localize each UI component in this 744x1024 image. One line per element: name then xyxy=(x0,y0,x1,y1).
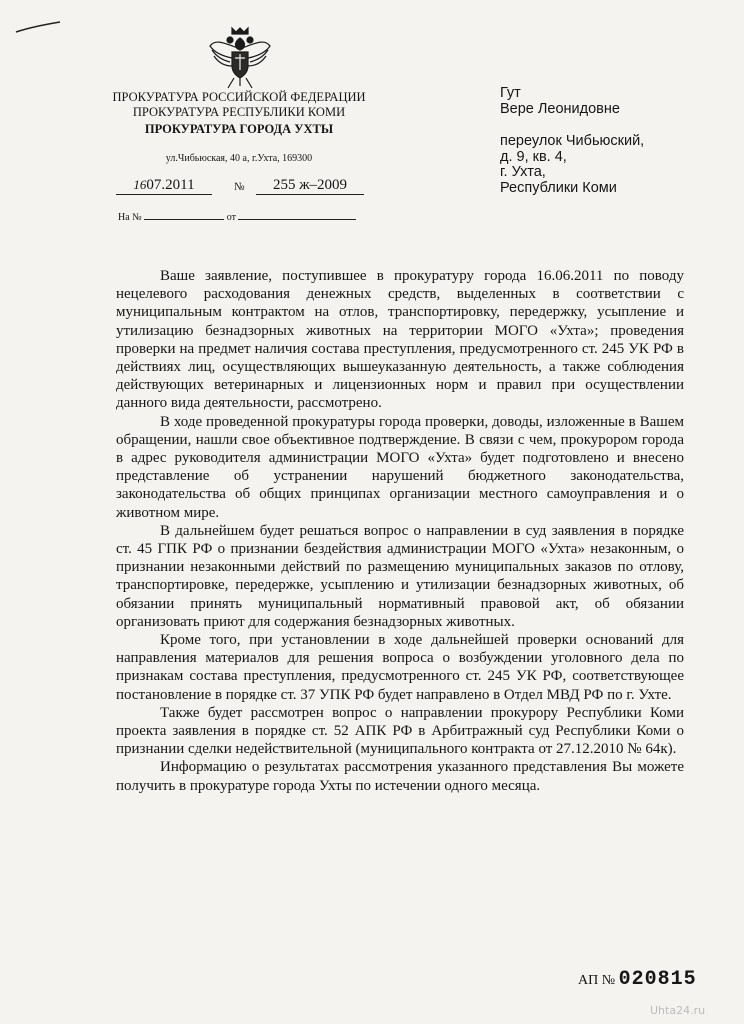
recipient-name: Вере Леонидовне xyxy=(500,100,620,117)
org-line-2: ПРОКУРАТУРА РЕСПУБЛИКИ КОМИ xyxy=(132,105,346,119)
reference-line xyxy=(118,212,368,223)
body-paragraph: В ходе проведенной прокуратуры города проверки, доводы, изложенные в Вашем обращении, нашли свое объективное подтверждение. В связи с чем, прокурором города в адрес руководителя администрации МОГО «Ухта» будет подготовлено и внесено представление об устранении нарушений бюджетного законодательства, законодательства об общих принципах организации местного самоуправления и о животном мире. xyxy=(116,413,684,521)
registration-number: 255 ж–2009 xyxy=(256,177,364,195)
handwritten-day: 16 xyxy=(133,177,147,192)
org-address: ул.Чибьюская, 40 а, г.Ухта, 169300 xyxy=(165,153,313,164)
coat-of-arms-icon xyxy=(208,24,272,90)
recipient-address-4: Республики Коми xyxy=(500,179,617,196)
form-serial-number: 020815 xyxy=(618,968,697,991)
recipient-block xyxy=(500,86,732,196)
recipient-address-3: г. Ухта, xyxy=(500,164,546,180)
reference-blank xyxy=(144,219,224,220)
letterhead xyxy=(104,90,374,166)
org-line-1: ПРОКУРАТУРА РОССИЙСКОЙ ФЕДЕРАЦИИ xyxy=(112,90,366,104)
body-paragraph: Кроме того, при установлении в ходе дальнейшей проверки оснований для направления материалов для решения вопроса о возбуждении уголовного дела по признакам состава преступления, предусмотренного ст. 245 УК РФ, соответствующее постановление в порядке ст. 37 УПК РФ будет направлено в Отдел МВД РФ по г. Ухте. xyxy=(116,632,684,703)
form-serial-label: АП № xyxy=(578,973,616,988)
number-label: № xyxy=(234,181,245,193)
recipient-surname: Гут xyxy=(500,85,521,101)
body-paragraph: В дальнейшем будет решаться вопрос о направлении в суд заявления в порядке ст. 45 ГПК РФ о признании бездействия администрации МОГО «Ухта» незаконным, о признании незаконными действий по размещению муниципальных заказов по отлову, транспортировке, передержке, усыплению и утилизации безнадзорных животных, об обязании принять муниципальный нормативный правовой акт, об обязании организовать приют для содержания безнадзорных животных. xyxy=(116,522,684,630)
registration-date xyxy=(116,177,212,195)
reference-date-blank xyxy=(238,219,356,220)
recipient-address-1: переулок Чибьюский, xyxy=(500,133,645,149)
pen-mark xyxy=(14,20,62,36)
org-line-3: ПРОКУРАТУРА ГОРОДА УХТЫ xyxy=(144,122,334,136)
watermark: Uhta24.ru xyxy=(650,1004,706,1017)
reference-from-label: от xyxy=(226,212,236,223)
registration-line xyxy=(116,177,366,199)
recipient-address-2: д. 9, кв. 4, xyxy=(500,148,567,165)
body-paragraph: Также будет рассмотрен вопрос о направлении прокурору Республики Коми проекта заявления в порядке ст. 52 АПК РФ в Арбитражный суд Республики Коми о признании сделки недействительной (муниципального контракта от 27.12.2010 № 64к). xyxy=(116,704,684,758)
printed-date: 07.2011 xyxy=(146,177,195,193)
reference-label: На № xyxy=(118,212,142,223)
body-paragraph: Информацию о результатах рассмотрения указанного представления Вы можете получить в прокуратуре города Ухты по истечении одного месяца. xyxy=(116,759,684,794)
form-serial xyxy=(578,968,708,991)
body-paragraph: Ваше заявление, поступившее в прокуратуру города 16.06.2011 по поводу нецелевого расходования денежных средств, выделенных в соответствии с муниципальным контрактом на отлов, транспортировку, передержку, усыпление и утилизацию безнадзорных животных на территории МОГО «Ухта»; проведения проверки на предмет наличия состава преступления, предусмотренного ст. 245 УК РФ в действиях лиц, осуществляющих вышеуказанную деятельность, а также соблюдения действующих ветеринарных и лицензионных норм и правил при осуществлении данного вида деятельности, рассмотрено. xyxy=(116,268,684,412)
letter-body xyxy=(116,267,684,795)
